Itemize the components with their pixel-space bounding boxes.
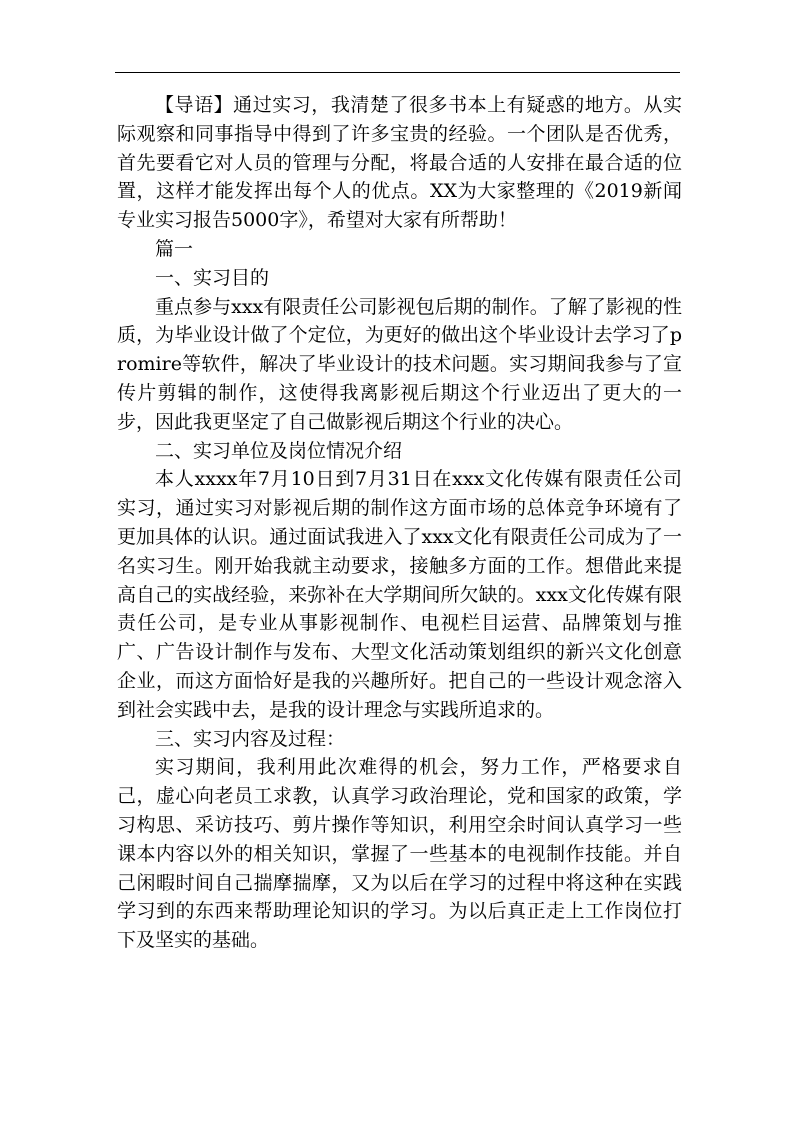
- section3-title: 三、实习内容及过程：: [155, 727, 346, 750]
- header-rule: [115, 72, 680, 73]
- section1-title: 一、实习目的: [155, 266, 270, 289]
- section3-paragraph: 实习期间，我利用此次难得的机会，努力工作，严格要求自己，虚心向老员工求教，认真学习政治理论，党和国家的政策，学习构思、采访技巧、剪片操作等知识，利用空余时间认真学习一些课本内容以外的相关知识，掌握了一些基本的电视制作技能。并自己闲暇时间自己揣摩揣摩，又为以后在学习的过程中将这种在实践学习到的东西来帮助理论知识的学习。为以后真正走上工作岗位打下及坚实的基础。: [117, 756, 682, 952]
- section2-title: 二、实习单位及岗位情况介绍: [155, 439, 403, 462]
- section1-paragraph: 重点参与xxx有限责任公司影视包后期的制作。了解了影视的性质，为毕业设计做了个定位，为更好的做出这个毕业设计去学习了promire等软件，解决了毕业设计的技术问题。实习期间我参与了宣传片剪辑的制作，这使得我离影视后期这个行业迈出了更大的一步，因此我更坚定了自己做影视后期这个行业的决心。: [117, 295, 682, 433]
- intro-paragraph: 【导语】通过实习，我清楚了很多书本上有疑惑的地方。从实际观察和同事指导中得到了许多宝贵的经验。一个团队是否优秀，首先要看它对人员的管理与分配，将最合适的人安排在最合适的位置，这样才能发挥出每个人的优点。XX为大家整理的《2019新闻专业实习报告5000字》，希望对大家有所帮助！: [117, 94, 682, 232]
- part-title: 篇一: [155, 237, 194, 260]
- section2-paragraph: 本人xxxx年7月10日到7月31日在xxx文化传媒有限责任公司实习，通过实习对影视后期的制作这方面市场的总体竞争环境有了更加具体的认识。通过面试我进入了xxx文化有限责任公司成为了一名实习生。刚开始我就主动要求，接触多方面的工作。想借此来提高自己的实战经验，来弥补在大学期间所欠缺的。xxx文化传媒有限责任公司，是专业从事影视制作、电视栏目运营、品牌策划与推广、广告设计制作与发布、大型文化活动策划组织的新兴文化创意企业，而这方面恰好是我的兴趣所好。把自己的一些设计观念溶入到社会实践中去，是我的设计理念与实践所追求的。: [117, 468, 682, 721]
- document-body: [117, 91, 682, 955]
